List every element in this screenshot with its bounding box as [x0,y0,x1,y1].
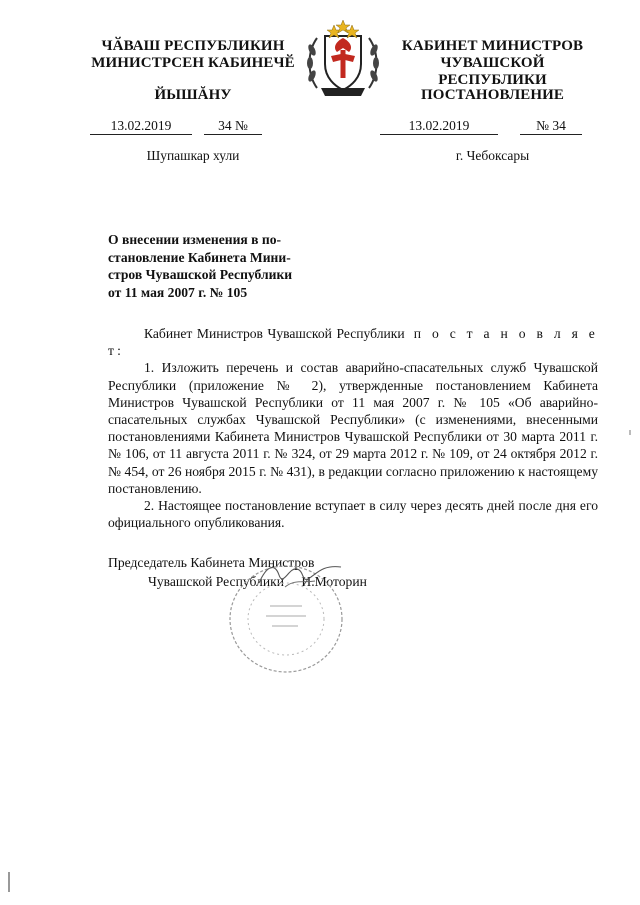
header-right-doc-type: ПОСТАНОВЛЕНИЕ [420,87,565,103]
item-1: 1. Изложить перечень и состав аварийно-спасательных служб Чувашской Республики (приложение № 2), утвержденные постановлением Кабинета Министров Чувашской Республики от 11 мая 2007 г. № 105 «Об аварийно-спасательных службах Чувашской Республики» (с изменениями, внесенными постановлениями Кабинета Министров Чувашской Республики от 30 марта 2011 г. № 106, от 11 августа 2011 г. № 324, от 29 марта 2012 г. № 109, от 24 октября 2012 г. № 454, от 26 ноября 2015 г. № 431), в редакции согласно приложению к настоящему постановлению. [108,360,598,496]
left-date: 13.02.2019 [90,118,192,135]
right-number: № 34 [520,118,582,135]
chuvash-emblem-icon [303,16,383,102]
header-right [385,38,600,89]
subject-line1: О внесении изменения в по- [108,232,282,247]
signatory-name: И.Моторин [301,574,367,589]
scan-mark [8,872,10,892]
header-right-line2: ЧУВАШСКОЙ РЕСПУБЛИКИ [438,55,547,88]
document-subject [108,231,308,301]
scan-mark [629,430,631,435]
right-date: 13.02.2019 [380,118,498,135]
right-city: г. Чебоксары [455,148,530,163]
left-city: Шупашкар хули [146,148,240,163]
preamble-end: п о с т а н о в л я е т: [108,326,598,359]
signature-line2: Чувашской Республики [148,574,284,589]
preamble-start: Кабинет Министров Чувашской Республики [144,326,405,341]
left-number: 34 № [204,118,262,135]
header-left-line1: ЧӐВАШ РЕСПУБЛИКИН [101,38,285,54]
subject-line2: становление Кабинета Мини- [108,249,291,265]
signature-line1: Председатель Кабинета Министров [108,555,315,570]
header-left-line2: МИНИСТРСЕН КАБИНЕЧӖ [91,55,295,71]
item-2: 2. Настоящее постановление вступает в силу через десять дней после дня его официального опубликования. [108,498,598,531]
preamble [108,325,598,359]
document-body [108,325,598,531]
subject-line4: от 11 мая 2007 г. № 105 [108,284,248,300]
handwritten-signature-icon [255,557,345,593]
subject-line3: стров Чувашской Республики [108,267,293,282]
header-left [88,38,298,72]
header-right-line1: КАБИНЕТ МИНИСТРОВ [401,38,584,54]
header-left-doc-type: ЙЫШĂНУ [154,87,232,103]
